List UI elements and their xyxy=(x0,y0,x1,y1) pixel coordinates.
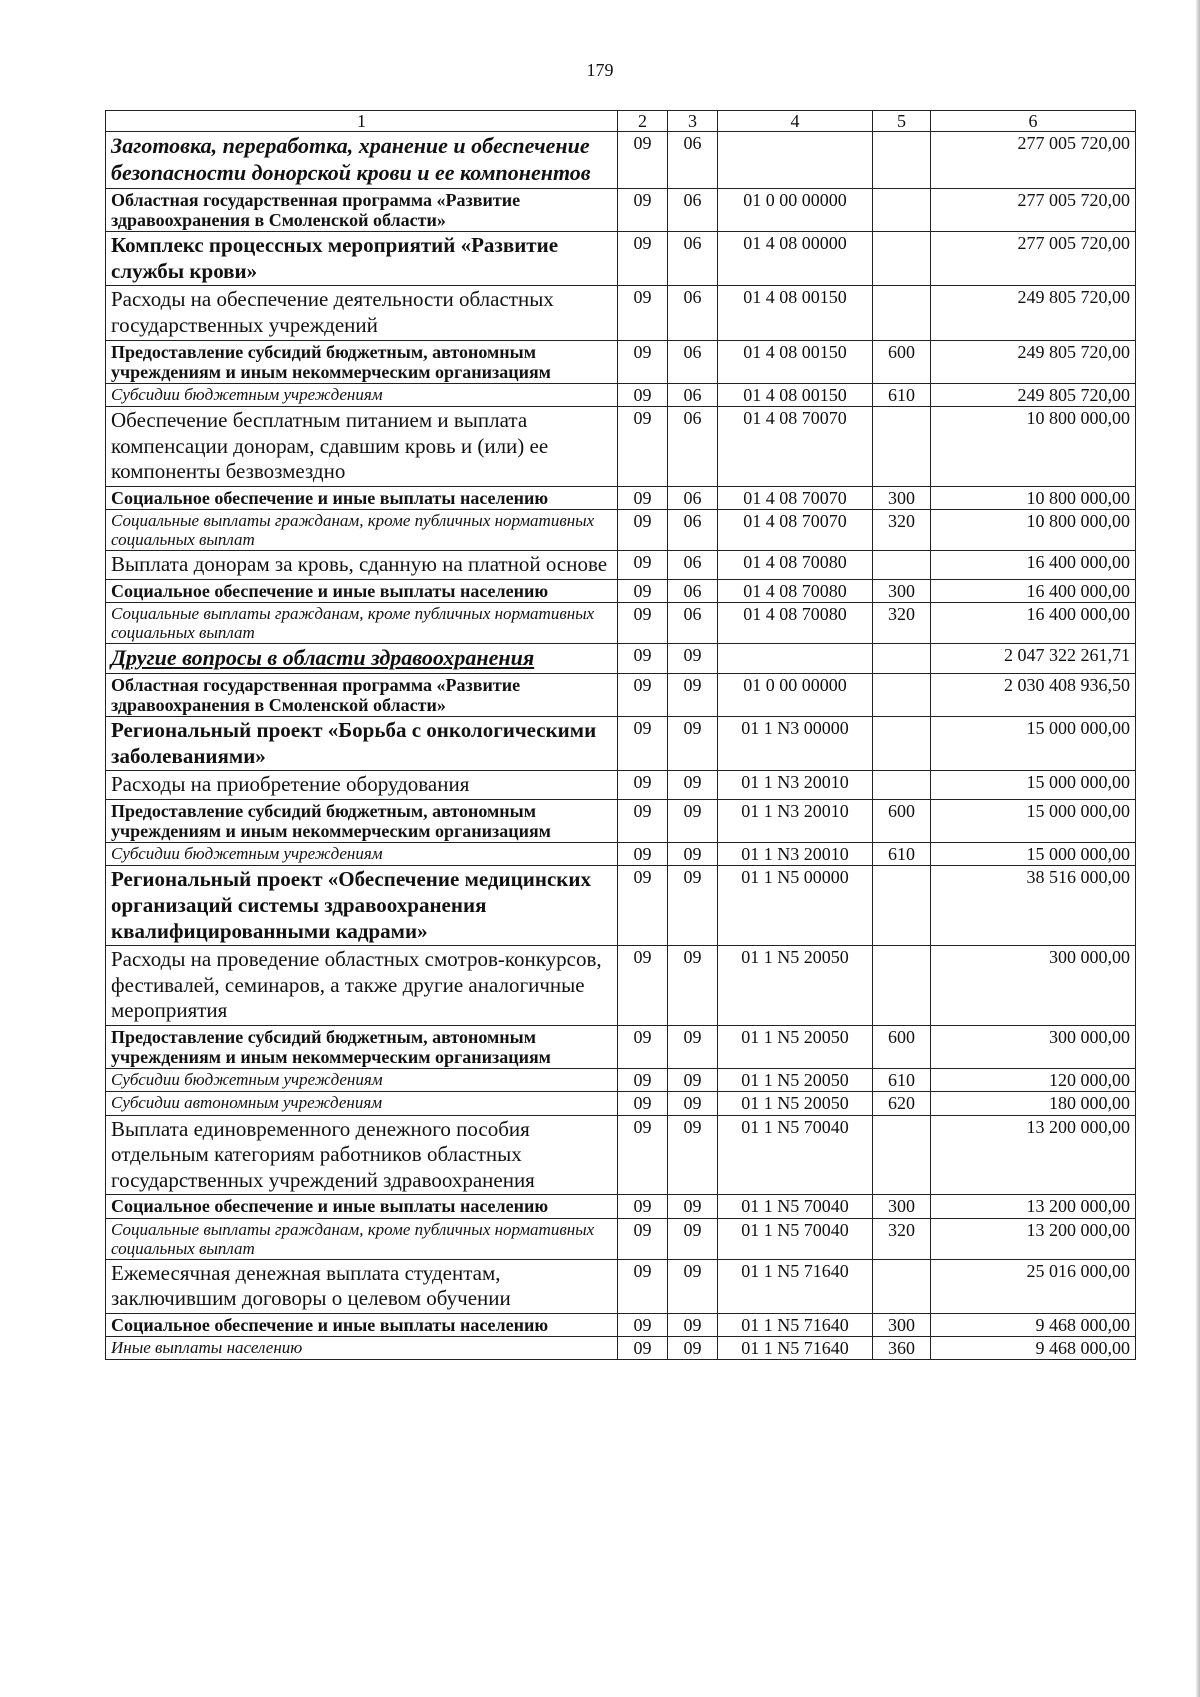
subsection-code: 06 xyxy=(668,232,718,286)
row-name: Субсидии бюджетным учреждениям xyxy=(106,383,618,406)
table-row xyxy=(106,510,1136,551)
target-article-code: 01 0 00 00000 xyxy=(718,188,873,231)
section-code: 09 xyxy=(618,1218,668,1259)
amount: 180 000,00 xyxy=(931,1092,1136,1115)
subsection-code: 06 xyxy=(668,132,718,189)
target-article-code: 01 1 N5 70040 xyxy=(718,1115,873,1195)
target-article-code xyxy=(718,643,873,673)
subsection-code: 09 xyxy=(668,717,718,771)
table-row xyxy=(106,1069,1136,1092)
amount: 2 030 408 936,50 xyxy=(931,673,1136,716)
subsection-code: 09 xyxy=(668,673,718,716)
subsection-code: 09 xyxy=(668,1337,718,1360)
expense-type-code xyxy=(873,946,931,1026)
expense-type-code: 300 xyxy=(873,1313,931,1336)
amount: 277 005 720,00 xyxy=(931,132,1136,189)
table-row xyxy=(106,602,1136,643)
row-name: Обеспечение бесплатным питанием и выплата компенсации донорам, сдавшим кровь и (или) ее компоненты безвозмездно xyxy=(106,407,618,487)
row-name: Социальные выплаты гражданам, кроме публичных нормативных социальных выплат xyxy=(106,510,618,551)
target-article-code: 01 1 N3 20010 xyxy=(718,799,873,842)
subsection-code: 06 xyxy=(668,188,718,231)
target-article-code: 01 4 08 00150 xyxy=(718,340,873,383)
table-row xyxy=(106,771,1136,800)
expense-type-code xyxy=(873,286,931,340)
target-article-code: 01 4 08 70070 xyxy=(718,407,873,487)
amount: 2 047 322 261,71 xyxy=(931,643,1136,673)
target-article-code: 01 0 00 00000 xyxy=(718,673,873,716)
table-row xyxy=(106,286,1136,340)
section-code: 09 xyxy=(618,188,668,231)
scan-edge-shadow xyxy=(1196,0,1200,1697)
expense-type-code xyxy=(873,407,931,487)
table-row xyxy=(106,407,1136,487)
section-code: 09 xyxy=(618,407,668,487)
target-article-code: 01 4 08 70080 xyxy=(718,602,873,643)
table-row xyxy=(106,340,1136,383)
target-article-code: 01 1 N5 20050 xyxy=(718,1092,873,1115)
row-name: Выплата единовременного денежного пособия отдельным категориям работников областных государственных учреждений здравоохранения xyxy=(106,1115,618,1195)
subsection-code: 06 xyxy=(668,486,718,509)
section-code: 09 xyxy=(618,673,668,716)
subsection-code: 09 xyxy=(668,946,718,1026)
amount: 13 200 000,00 xyxy=(931,1115,1136,1195)
header-row xyxy=(106,111,1136,132)
column-header: 1 xyxy=(106,111,618,132)
table-row xyxy=(106,843,1136,866)
column-header: 2 xyxy=(618,111,668,132)
subsection-code: 06 xyxy=(668,407,718,487)
row-name: Социальное обеспечение и иные выплаты населению xyxy=(106,579,618,602)
row-name: Расходы на обеспечение деятельности областных государственных учреждений xyxy=(106,286,618,340)
table-body xyxy=(106,132,1136,1360)
target-article-code: 01 1 N5 71640 xyxy=(718,1259,873,1313)
amount: 120 000,00 xyxy=(931,1069,1136,1092)
amount: 13 200 000,00 xyxy=(931,1218,1136,1259)
expense-type-code: 320 xyxy=(873,1218,931,1259)
expense-type-code: 300 xyxy=(873,579,931,602)
expense-type-code xyxy=(873,188,931,231)
column-header: 3 xyxy=(668,111,718,132)
subsection-code: 09 xyxy=(668,1195,718,1218)
expense-type-code xyxy=(873,866,931,946)
amount: 15 000 000,00 xyxy=(931,843,1136,866)
expense-type-code xyxy=(873,643,931,673)
target-article-code: 01 1 N5 70040 xyxy=(718,1195,873,1218)
section-code: 09 xyxy=(618,1259,668,1313)
amount: 277 005 720,00 xyxy=(931,232,1136,286)
expense-type-code xyxy=(873,551,931,580)
row-name: Предоставление субсидий бюджетным, автономным учреждениям и иным некоммерческим организациям xyxy=(106,799,618,842)
row-name: Социальные выплаты гражданам, кроме публичных нормативных социальных выплат xyxy=(106,1218,618,1259)
table-row xyxy=(106,946,1136,1026)
section-code: 09 xyxy=(618,1313,668,1336)
table-row xyxy=(106,383,1136,406)
target-article-code: 01 1 N3 20010 xyxy=(718,771,873,800)
row-name: Выплата донорам за кровь, сданную на платной основе xyxy=(106,551,618,580)
expense-type-code: 620 xyxy=(873,1092,931,1115)
amount: 25 016 000,00 xyxy=(931,1259,1136,1313)
table-row xyxy=(106,643,1136,673)
section-code: 09 xyxy=(618,340,668,383)
section-code: 09 xyxy=(618,383,668,406)
amount: 15 000 000,00 xyxy=(931,717,1136,771)
table-row xyxy=(106,1195,1136,1218)
expense-type-code: 320 xyxy=(873,510,931,551)
amount: 300 000,00 xyxy=(931,1026,1136,1069)
target-article-code xyxy=(718,132,873,189)
amount: 10 800 000,00 xyxy=(931,486,1136,509)
table-row xyxy=(106,551,1136,580)
amount: 249 805 720,00 xyxy=(931,340,1136,383)
expense-type-code: 320 xyxy=(873,602,931,643)
amount: 277 005 720,00 xyxy=(931,188,1136,231)
section-code: 09 xyxy=(618,286,668,340)
target-article-code: 01 1 N5 71640 xyxy=(718,1313,873,1336)
section-code: 09 xyxy=(618,717,668,771)
section-code: 09 xyxy=(618,551,668,580)
subsection-code: 09 xyxy=(668,771,718,800)
table-row xyxy=(106,1026,1136,1069)
section-code: 09 xyxy=(618,1115,668,1195)
section-code: 09 xyxy=(618,1337,668,1360)
subsection-code: 09 xyxy=(668,1313,718,1336)
column-header: 4 xyxy=(718,111,873,132)
expense-type-code: 610 xyxy=(873,383,931,406)
target-article-code: 01 1 N5 70040 xyxy=(718,1218,873,1259)
row-name: Областная государственная программа «Развитие здравоохранения в Смоленской области» xyxy=(106,188,618,231)
expense-type-code xyxy=(873,132,931,189)
amount: 16 400 000,00 xyxy=(931,602,1136,643)
amount: 15 000 000,00 xyxy=(931,771,1136,800)
row-name: Заготовка, переработка, хранение и обеспечение безопасности донорской крови и ее компонентов xyxy=(106,132,618,189)
amount: 10 800 000,00 xyxy=(931,510,1136,551)
row-name: Расходы на проведение областных смотров-конкурсов, фестивалей, семинаров, а также другие аналогичные мероприятия xyxy=(106,946,618,1026)
row-name: Комплекс процессных мероприятий «Развитие службы крови» xyxy=(106,232,618,286)
row-name: Ежемесячная денежная выплата студентам, заключившим договоры о целевом обучении xyxy=(106,1259,618,1313)
expense-type-code xyxy=(873,1259,931,1313)
subsection-code: 06 xyxy=(668,602,718,643)
target-article-code: 01 1 N5 71640 xyxy=(718,1337,873,1360)
subsection-code: 09 xyxy=(668,1069,718,1092)
table-row xyxy=(106,1337,1136,1360)
table-row xyxy=(106,232,1136,286)
section-code: 09 xyxy=(618,232,668,286)
budget-table xyxy=(105,110,1136,1360)
subsection-code: 06 xyxy=(668,579,718,602)
column-header: 6 xyxy=(931,111,1136,132)
target-article-code: 01 4 08 70080 xyxy=(718,579,873,602)
target-article-code: 01 4 08 70080 xyxy=(718,551,873,580)
amount: 9 468 000,00 xyxy=(931,1337,1136,1360)
expense-type-code: 300 xyxy=(873,486,931,509)
row-name: Социальное обеспечение и иные выплаты населению xyxy=(106,1195,618,1218)
section-code: 09 xyxy=(618,486,668,509)
section-code: 09 xyxy=(618,771,668,800)
subsection-code: 09 xyxy=(668,1092,718,1115)
subsection-code: 06 xyxy=(668,340,718,383)
amount: 16 400 000,00 xyxy=(931,579,1136,602)
table-row xyxy=(106,1092,1136,1115)
row-name: Областная государственная программа «Развитие здравоохранения в Смоленской области» xyxy=(106,673,618,716)
target-article-code: 01 4 08 00150 xyxy=(718,286,873,340)
section-code: 09 xyxy=(618,1092,668,1115)
table-row xyxy=(106,717,1136,771)
target-article-code: 01 4 08 00000 xyxy=(718,232,873,286)
section-code: 09 xyxy=(618,1069,668,1092)
subsection-code: 06 xyxy=(668,551,718,580)
subsection-code: 09 xyxy=(668,643,718,673)
row-name: Субсидии бюджетным учреждениям xyxy=(106,1069,618,1092)
table-row xyxy=(106,799,1136,842)
expense-type-code xyxy=(873,717,931,771)
row-name: Предоставление субсидий бюджетным, автономным учреждениям и иным некоммерческим организациям xyxy=(106,340,618,383)
expense-type-code: 600 xyxy=(873,340,931,383)
expense-type-code xyxy=(873,1115,931,1195)
subsection-code: 09 xyxy=(668,1218,718,1259)
table-row xyxy=(106,1259,1136,1313)
row-name: Другие вопросы в области здравоохранения xyxy=(106,643,618,673)
table-row xyxy=(106,132,1136,189)
target-article-code: 01 4 08 70070 xyxy=(718,510,873,551)
target-article-code: 01 1 N5 20050 xyxy=(718,1026,873,1069)
section-code: 09 xyxy=(618,579,668,602)
section-code: 09 xyxy=(618,1195,668,1218)
subsection-code: 09 xyxy=(668,799,718,842)
expense-type-code: 600 xyxy=(873,1026,931,1069)
target-article-code: 01 1 N5 20050 xyxy=(718,946,873,1026)
expense-type-code: 300 xyxy=(873,1195,931,1218)
table-row xyxy=(106,486,1136,509)
section-code: 09 xyxy=(618,1026,668,1069)
table-row xyxy=(106,188,1136,231)
subsection-code: 09 xyxy=(668,1026,718,1069)
expense-type-code: 600 xyxy=(873,799,931,842)
amount: 13 200 000,00 xyxy=(931,1195,1136,1218)
amount: 15 000 000,00 xyxy=(931,799,1136,842)
section-code: 09 xyxy=(618,132,668,189)
table-row xyxy=(106,579,1136,602)
target-article-code: 01 1 N3 00000 xyxy=(718,717,873,771)
expense-type-code xyxy=(873,232,931,286)
target-article-code: 01 1 N5 20050 xyxy=(718,1069,873,1092)
table-row xyxy=(106,673,1136,716)
row-name: Социальные выплаты гражданам, кроме публичных нормативных социальных выплат xyxy=(106,602,618,643)
amount: 9 468 000,00 xyxy=(931,1313,1136,1336)
table-row xyxy=(106,1218,1136,1259)
subsection-code: 06 xyxy=(668,510,718,551)
amount: 249 805 720,00 xyxy=(931,286,1136,340)
expense-type-code xyxy=(873,673,931,716)
subsection-code: 09 xyxy=(668,1259,718,1313)
target-article-code: 01 4 08 70070 xyxy=(718,486,873,509)
row-name: Субсидии бюджетным учреждениям xyxy=(106,843,618,866)
section-code: 09 xyxy=(618,799,668,842)
amount: 38 516 000,00 xyxy=(931,866,1136,946)
row-name: Региональный проект «Борьба с онкологическими заболеваниями» xyxy=(106,717,618,771)
section-code: 09 xyxy=(618,946,668,1026)
section-code: 09 xyxy=(618,866,668,946)
subsection-code: 09 xyxy=(668,843,718,866)
target-article-code: 01 1 N5 00000 xyxy=(718,866,873,946)
row-name: Социальное обеспечение и иные выплаты населению xyxy=(106,1313,618,1336)
target-article-code: 01 4 08 00150 xyxy=(718,383,873,406)
subsection-code: 06 xyxy=(668,383,718,406)
amount: 10 800 000,00 xyxy=(931,407,1136,487)
page-number: 179 xyxy=(586,60,614,80)
table-row xyxy=(106,866,1136,946)
row-name: Расходы на приобретение оборудования xyxy=(106,771,618,800)
amount: 300 000,00 xyxy=(931,946,1136,1026)
target-article-code: 01 1 N3 20010 xyxy=(718,843,873,866)
subsection-code: 09 xyxy=(668,1115,718,1195)
row-name: Субсидии автономным учреждениям xyxy=(106,1092,618,1115)
amount: 16 400 000,00 xyxy=(931,551,1136,580)
section-code: 09 xyxy=(618,843,668,866)
column-header: 5 xyxy=(873,111,931,132)
subsection-code: 06 xyxy=(668,286,718,340)
section-code: 09 xyxy=(618,510,668,551)
amount: 249 805 720,00 xyxy=(931,383,1136,406)
subsection-code: 09 xyxy=(668,866,718,946)
table-row xyxy=(106,1115,1136,1195)
row-name: Предоставление субсидий бюджетным, автономным учреждениям и иным некоммерческим организациям xyxy=(106,1026,618,1069)
row-name: Иные выплаты населению xyxy=(106,1337,618,1360)
expense-type-code: 610 xyxy=(873,843,931,866)
expense-type-code xyxy=(873,771,931,800)
expense-type-code: 610 xyxy=(873,1069,931,1092)
expense-type-code: 360 xyxy=(873,1337,931,1360)
section-code: 09 xyxy=(618,643,668,673)
row-name: Социальное обеспечение и иные выплаты населению xyxy=(106,486,618,509)
row-name: Региональный проект «Обеспечение медицинских организаций системы здравоохранения квалифицированными кадрами» xyxy=(106,866,618,946)
section-code: 09 xyxy=(618,602,668,643)
table-row xyxy=(106,1313,1136,1336)
